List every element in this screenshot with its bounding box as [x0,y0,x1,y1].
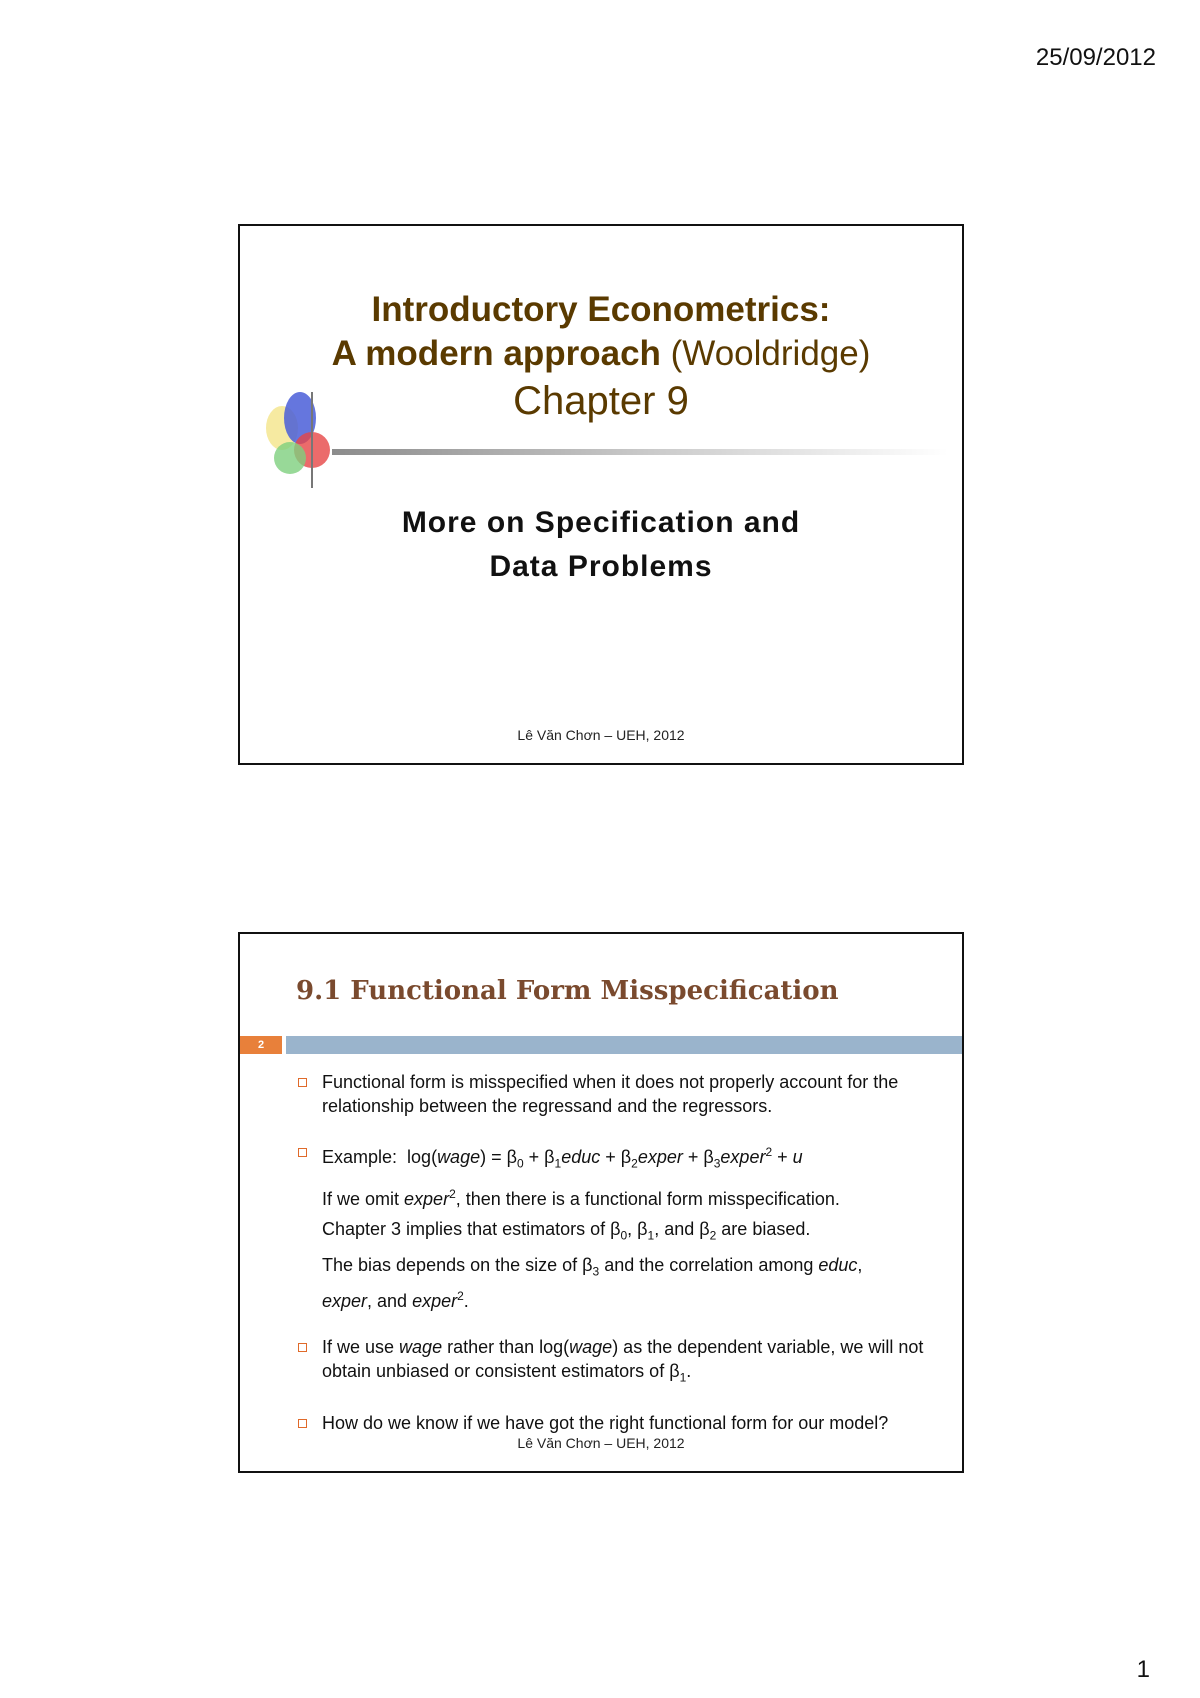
bullet-item [298,1335,926,1390]
bullet-item-example [298,1140,926,1313]
subtitle-line-1: More on Specification and [401,506,801,539]
decorative-logo-icon [260,388,340,488]
example-line-omit: If we omit exper$^2$, then there is a functional form misspecification. [322,1186,840,1209]
header-bar [286,1036,962,1054]
slide-footer: Lê Văn Chơn – UEH, 2012 [517,1435,685,1451]
slide-title [238,224,964,765]
bullet-text: If we use wage rather than log(wage) as the dependent variable, we will not obtain unbiased or consistent estimators of $\beta_1$. [322,1336,924,1385]
page-date: 25/09/2012 [1035,44,1156,71]
bullet-item [298,1070,926,1118]
slide-functional-form [238,932,964,1473]
page-number: 1 [1136,1656,1150,1683]
slide-subtitle [240,501,962,589]
slide-number-badge: 2 [240,1036,282,1054]
title-line-2-rest: (Wooldridge) [670,334,871,373]
square-bullet-icon [298,1343,307,1352]
title-divider [332,449,948,455]
title-line-1: Introductory Econometrics: [371,290,831,329]
chapter-label: Chapter 9 [513,379,689,423]
example-line-biased: Chapter 3 implies that estimators of $\beta_0$, $\beta_1$, and $\beta_2$ are biased. [322,1218,811,1243]
square-bullet-icon [298,1419,307,1428]
title-line-2-bold: A modern approach [331,334,661,373]
square-bullet-icon [298,1078,307,1087]
example-line-bias-depends: The bias depends on the size of $\beta_3$ and the correlation among educ, exper, and exper$^2$. [322,1255,863,1311]
slide-title-heading [240,288,962,426]
slide-heading: 9.1 Functional Form Misspecification [296,976,839,1006]
square-bullet-icon [298,1148,307,1157]
slide-footer: Lê Văn Chơn – UEH, 2012 [517,727,685,743]
example-equation: Example: log(wage) = $\beta_0$ + $\beta_1educ$ + $\beta_2exper$ + $\beta_3exper^2 + u$ [322,1145,803,1171]
bullet-list [298,1070,926,1457]
title-line-2 [240,332,962,376]
bullet-text: Functional form is misspecified when it does not properly account for the relationship between the regressand and the regressors. [322,1072,899,1116]
subtitle-line-2: Data Problems [489,550,713,583]
bullet-item [298,1411,926,1435]
bullet-text: How do we know if we have got the right functional form for our model? [322,1413,889,1434]
